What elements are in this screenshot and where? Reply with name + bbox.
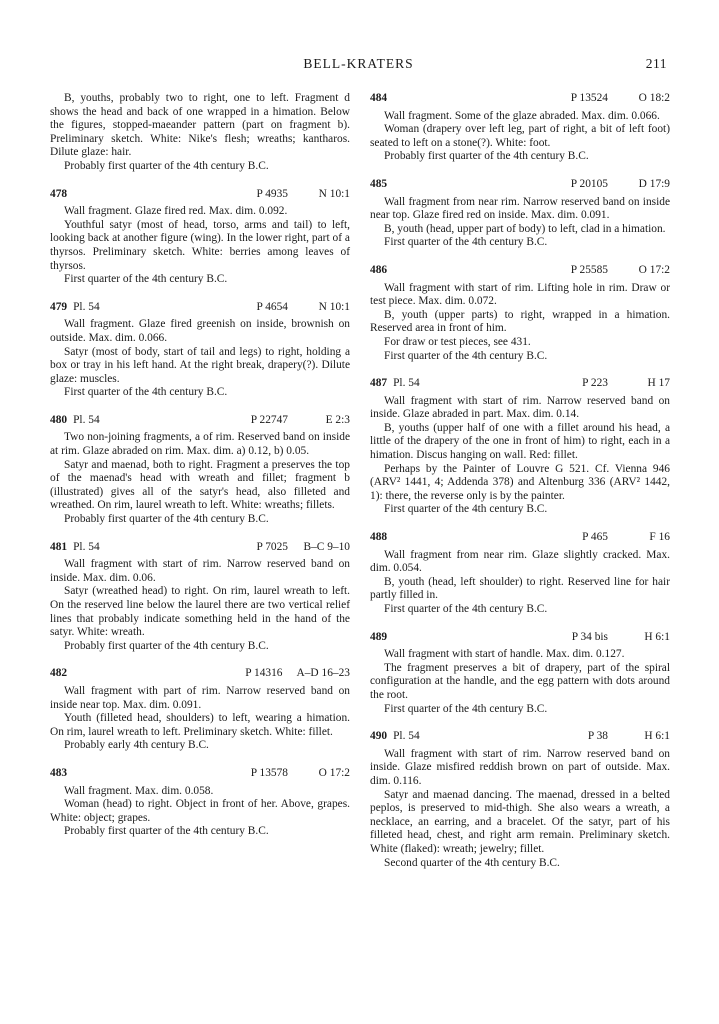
inventory-number: P 4935 (256, 187, 288, 200)
entry-paragraph: Wall fragment with start of rim. Narrow reserved band on inside. Glaze misfired reddish brown on part of outside. Max. dim. 0.116. (370, 747, 670, 787)
entry-heading (50, 667, 350, 681)
running-title: BELL-KRATERS (303, 56, 414, 71)
entry-paragraph: Probably early 4th century B.C. (64, 739, 209, 752)
entry-paragraph: Probably first quarter of the 4th century B.C. (64, 513, 269, 526)
entry-number: 485 (370, 177, 388, 190)
entry-number: 479 (50, 300, 68, 313)
grid-location: E 2:3 (325, 413, 350, 426)
entry-heading (370, 178, 670, 192)
entry-paragraph: Wall fragment with part of rim. Narrow reserved band on inside near top. Max. dim. 0.091. (50, 684, 350, 711)
catalogue-entry (370, 178, 670, 250)
entry-paragraph: Youthful satyr (most of head, torso, arms and tail) to left, looking back at another figure (wing). In the lower right, part of a thyrsos. Preliminary sketch. White: berries among leaves of thyrsos. (50, 218, 350, 272)
plate-reference: Pl. 54 (393, 730, 420, 743)
entry-paragraph: The fragment preserves a bit of drapery, part of the spiral configuration at the handle, and the egg pattern with dots around the root. (370, 661, 670, 701)
right-entries (370, 92, 670, 870)
entry-number: 483 (50, 766, 68, 779)
entry-number: 487 (370, 377, 388, 390)
catalogue-entry (370, 92, 670, 164)
entry-paragraph: Probably first quarter of the 4th century B.C. (64, 825, 269, 838)
entry-paragraph: Wall fragment with start of rim. Narrow reserved band on inside. Max. dim. 0.06. (50, 558, 350, 584)
entry-number: 480 (50, 413, 68, 426)
entry-paragraph: Wall fragment from near rim. Narrow reserved band on inside near top. Glaze fired red on inside. Max. dim. 0.091. (370, 195, 670, 222)
running-header (50, 56, 667, 78)
inventory-number: P 14316 (245, 667, 283, 680)
entry-number: 490 (370, 730, 388, 743)
entry-heading (370, 730, 670, 744)
inventory-number: P 20105 (570, 177, 608, 190)
catalogue-entry (50, 667, 350, 753)
entry-paragraph: Youth (filleted head, shoulders) to left, wearing a himation. On rim, laurel wreath to left. Preliminary sketch. White: fillet. (50, 712, 350, 738)
entry-paragraph: First quarter of the 4th century B.C. (384, 702, 548, 715)
grid-location: F 16 (649, 531, 670, 544)
entry-paragraph: Wall fragment. Max. dim. 0.058. (64, 784, 214, 797)
entry-paragraph: First quarter of the 4th century B.C. (64, 273, 228, 286)
entry-heading (370, 264, 670, 278)
entry-paragraph: For draw or test pieces, see 431. (384, 335, 531, 348)
entry-paragraph: Probably first quarter of the 4th century B.C. (64, 159, 269, 172)
entry-heading (370, 531, 670, 545)
catalogue-entry (370, 531, 670, 617)
entry-heading (50, 414, 350, 428)
entry-number: 488 (370, 531, 388, 544)
entry-heading (50, 301, 350, 315)
entry-number: 489 (370, 630, 388, 643)
entry-paragraph: Satyr and maenad, both to right. Fragment a preserves the top of the maenad's head with wreath and fillet; fragment b (illustrated) gives all of the satyr's head, also filleted and wreathed. On rim, laurel wreath to left. White: wreaths; fillets. (50, 458, 350, 512)
grid-location: O 17:2 (638, 263, 670, 276)
entry-heading (370, 377, 670, 391)
catalogue-entry (370, 631, 670, 717)
grid-location: N 10:1 (318, 187, 350, 200)
entry-paragraph: First quarter of the 4th century B.C. (384, 603, 548, 615)
grid-location: O 17:2 (318, 766, 350, 779)
catalogue-entry (50, 301, 350, 400)
inventory-number: P 13524 (570, 92, 608, 104)
entry-paragraph: First quarter of the 4th century B.C. (384, 503, 548, 516)
inventory-number: P 7025 (256, 540, 288, 553)
entry-number: 482 (50, 667, 68, 680)
entry-paragraph: Probably first quarter of the 4th century B.C. (64, 639, 269, 652)
inventory-number: P 4654 (256, 300, 288, 313)
grid-location: O 18:2 (638, 92, 670, 104)
catalogue-entry (50, 414, 350, 527)
grid-location: H 17 (647, 377, 670, 390)
grid-location: B–C 9–10 (303, 540, 350, 553)
page-number: 211 (645, 56, 667, 71)
catalogue-entry (370, 730, 670, 870)
entry-paragraph: Wall fragment. Glaze fired red. Max. dim. 0.092. (64, 205, 288, 218)
entry-paragraph: Second quarter of the 4th century B.C. (384, 856, 560, 869)
left-column (50, 92, 350, 853)
entry-number: 478 (50, 187, 68, 200)
inventory-number: P 13578 (250, 766, 288, 779)
entry-paragraph: B, youths (upper half of one with a fillet around his head, a little of the drapery of the one in front of him) to right, each in a himation. Discus hanging on wall. Red: fillet. (370, 421, 670, 462)
entry-paragraph: B, youth (head, left shoulder) to right. Reserved line for hair partly filled in. (370, 575, 670, 602)
right-column (370, 92, 670, 884)
entry-heading (370, 631, 670, 645)
left-entries (50, 188, 350, 839)
catalogue-entry (50, 188, 350, 287)
catalogue-entry (370, 377, 670, 517)
entry-paragraph: Wall fragment with start of rim. Narrow reserved band on inside. Glaze abraded in part. Max. dim. 0.14. (370, 394, 670, 421)
entry-paragraph: Two non-joining fragments, a of rim. Reserved band on inside at rim. Glaze abraded on rim. Max. dim. a) 0.12, b) 0.05. (50, 431, 350, 458)
entry-paragraph: B, youths, probably two to right, one to left. Fragment d shows the head and back of one wrapped in a himation. Below the figures, stopped-maeander pattern (part on fragment b). Preliminary sketch. White: Nike's flesh; wreaths; kantharos. Dilute glaze: hair. (50, 92, 350, 159)
entry-paragraph: Woman (drapery over left leg, part of right, a bit of left foot) seated to left on a stone(?). White: foot. (370, 123, 670, 149)
entry-paragraph: Satyr and maenad dancing. The maenad, dressed in a belted peplos, is preserved to mid-thigh. She also wears a wreath, a necklace, an earring, and a bracelet. Of the satyr, part of his filleted head, chest, and right arm remain. Preliminary sketch. White (flaked): wreath; jewelry; fillet. (370, 788, 670, 855)
grid-location: H 6:1 (644, 630, 670, 643)
entry-paragraph: Wall fragment with start of handle. Max. dim. 0.127. (384, 648, 625, 661)
entry-number: 486 (370, 263, 388, 276)
entry-paragraph: First quarter of the 4th century B.C. (384, 236, 548, 249)
entry-paragraph: Wall fragment. Some of the glaze abraded. Max. dim. 0.066. (384, 109, 660, 122)
entry-heading (370, 92, 670, 106)
entry-number: 481 (50, 540, 68, 553)
plate-reference: Pl. 54 (73, 413, 100, 426)
entry-heading (50, 188, 350, 202)
catalogue-entry (370, 264, 670, 363)
inventory-number: P 25585 (570, 263, 608, 276)
entry-number: 484 (370, 92, 388, 104)
catalogue-entry (50, 767, 350, 839)
plate-reference: Pl. 54 (73, 540, 100, 553)
catalogue-entry (50, 541, 350, 654)
grid-location: H 6:1 (644, 730, 670, 743)
entry-paragraph: Probably first quarter of the 4th century B.C. (384, 150, 589, 163)
plate-reference: Pl. 54 (73, 300, 100, 313)
entry-paragraph: First quarter of the 4th century B.C. (64, 386, 228, 399)
entry-paragraph: Woman (head) to right. Object in front of her. Above, grapes. White: object; grapes. (50, 798, 350, 824)
inventory-number: P 465 (582, 531, 608, 544)
grid-location: A–D 16–23 (296, 667, 350, 680)
continued-entry (50, 92, 350, 174)
entry-heading (50, 767, 350, 781)
entry-heading (50, 541, 350, 555)
entry-paragraph: Satyr (wreathed head) to right. On rim, laurel wreath to left. On the reserved line below the laurel there are two vertical relief lines that probably indicate something held in the hand of the satyr. White: wreath. (50, 585, 350, 639)
inventory-number: P 223 (582, 377, 608, 390)
inventory-number: P 38 (587, 730, 608, 743)
entry-paragraph: First quarter of the 4th century B.C. (384, 349, 548, 362)
entry-paragraph: B, youth (upper parts) to right, wrapped in a himation. Reserved area in front of him. (370, 308, 670, 335)
entry-paragraph: Wall fragment with start of rim. Lifting hole in rim. Draw or test piece. Max. dim. 0.072. (370, 281, 670, 308)
inventory-number: P 34 bis (571, 630, 608, 643)
grid-location: D 17:9 (638, 177, 670, 190)
inventory-number: P 22747 (250, 413, 288, 426)
entry-paragraph: Satyr (most of body, start of tail and legs) to right, holding a box or tray in his left hand. At the right break, drapery(?). Dilute glaze: muscles. (50, 345, 350, 385)
entry-paragraph: Perhaps by the Painter of Louvre G 521. Cf. Vienna 946 (ARV² 1441, 4; Addenda 378) and Altenburg 336 (ARV² 1442, 1): there, the reverse only is by the painter. (370, 462, 670, 502)
entry-paragraph: Wall fragment from near rim. Glaze slightly cracked. Max. dim. 0.054. (370, 548, 670, 575)
grid-location: N 10:1 (318, 300, 350, 313)
entry-paragraph: B, youth (head, upper part of body) to left, clad in a himation. (384, 222, 666, 235)
plate-reference: Pl. 54 (393, 377, 420, 390)
entry-paragraph: Wall fragment. Glaze fired greenish on inside, brownish on outside. Max. dim. 0.066. (50, 318, 350, 344)
